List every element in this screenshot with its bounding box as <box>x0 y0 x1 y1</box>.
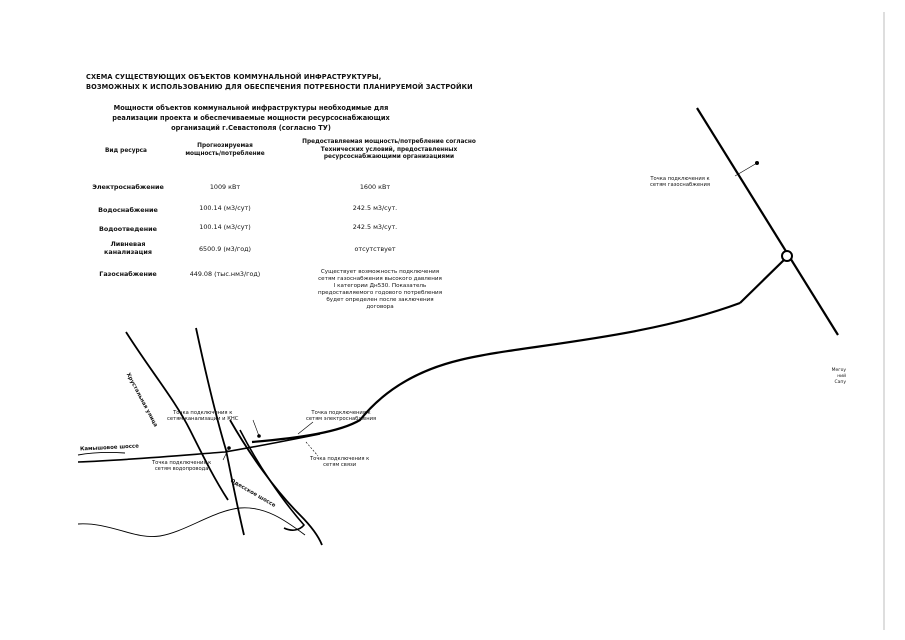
table-caption-line3: организаций г.Севастополя (согласно ТУ) <box>171 124 331 132</box>
gas-main-line <box>697 108 838 335</box>
comm-connection-label <box>310 456 369 468</box>
row-forecast: 449.08 (тыс.нм3/год) <box>189 270 261 278</box>
edge-text <box>814 368 846 386</box>
row-forecast: 1009 кВт <box>209 183 241 191</box>
row-forecast: 6500.9 (м3/год) <box>198 245 252 253</box>
row-forecast: 100.14 (м3/сут) <box>199 223 251 231</box>
row-provided-line2: сетям газоснабжения высокого давления <box>318 276 442 282</box>
gas-connection-label-line2: сетям газоснабжения <box>650 182 710 188</box>
gas-branch-line <box>740 257 787 303</box>
row-resource: Водоснабжение <box>98 206 158 214</box>
row-forecast: 100.14 (м3/сут) <box>199 204 251 212</box>
table-caption-line2: реализации проекта и обеспечиваемые мощности ресурсоснабжающих <box>112 114 390 122</box>
gas-connection-label <box>650 176 710 188</box>
water-connection-label-line1: Точка подключения к <box>152 460 212 466</box>
street-label-kamyshovoe: Камышовое шоссе <box>79 443 140 453</box>
row-resource-line2: канализация <box>104 248 152 256</box>
power-connection-label <box>306 410 376 422</box>
gas-connection-label-line1: Точка подключения к <box>650 176 710 182</box>
header-provided-line1: Предоставляемая мощность/потребление согласно <box>302 139 476 145</box>
comm-connection-label-line2: сетям связи <box>323 462 357 468</box>
street-label-odesskoe: Одесское шоссе <box>229 478 277 509</box>
water-connection-label <box>152 460 211 472</box>
row-provided: 1600 кВт <box>359 183 391 191</box>
header-resource: Вид ресурса <box>105 148 147 154</box>
power-connection-label-line1: Точка подключения к <box>311 410 371 416</box>
header-forecast-line1: Прогнозируемая <box>197 143 253 149</box>
header-forecast <box>170 143 280 158</box>
scheme-title <box>86 72 566 92</box>
row-resource <box>80 240 176 256</box>
sewer-connection-label-line1: Точка подключения к <box>173 410 233 416</box>
odesskoe-road-b <box>240 430 304 530</box>
row-provided <box>290 269 470 311</box>
edge-text-line3: Сапу <box>834 380 846 385</box>
row-provided-line5: будет определен после заключения <box>326 297 434 303</box>
row-provided-line3: I категории Дн530. Показатель <box>333 283 427 289</box>
header-provided <box>286 139 492 162</box>
street-label-khrustalnaya: Хрустальная улица <box>124 372 159 429</box>
gas-connection-node <box>782 251 792 261</box>
row-resource-line1: Ливневая <box>110 240 146 248</box>
header-provided-line2: Технических условий, предоставленных <box>320 146 458 153</box>
scheme-title-line2: ВОЗМОЖНЫХ К ИСПОЛЬЗОВАНИЮ ДЛЯ ОБЕСПЕЧЕНИЯ ПОТРЕБНОСТИ ПЛАНИРУЕМОЙ ЗАСТРОЙКИ <box>86 83 473 91</box>
edge-text-line1: Мегоу <box>831 368 846 373</box>
row-provided-line4: предоставляемого годового потребления <box>317 290 443 296</box>
header-forecast-line2: мощность/потребление <box>185 150 265 157</box>
table-caption-line1: Мощности объектов коммунальной инфраструктуры необходимые для <box>113 104 389 112</box>
power-leader-line <box>298 422 313 434</box>
water-connection-label-line2: сетям водопровода <box>154 466 209 472</box>
thin-road-south <box>78 508 305 537</box>
row-provided-line6: договора <box>366 304 394 310</box>
comm-leader-line <box>306 442 318 456</box>
gas-leader-line <box>735 163 757 176</box>
row-provided: 242.5 м3/сут. <box>352 223 398 231</box>
row-resource: Электроснабжение <box>92 183 164 191</box>
edge-text-line2: ний <box>837 374 846 379</box>
sewer-connection-label <box>167 410 238 422</box>
sewer-connection-label-line2: сетям канализации и КНС <box>167 416 239 422</box>
thin-road-west <box>78 452 125 455</box>
row-resource: Газоснабжение <box>99 270 157 278</box>
header-provided-line3: ресурсоснабжающими организациями <box>323 154 455 160</box>
power-connection-label-line2: сетям электроснабжения <box>306 416 377 422</box>
sewer-leader-line <box>253 420 259 436</box>
scheme-title-line1: СХЕМА СУЩЕСТВУЮЩИХ ОБЪЕКТОВ КОММУНАЛЬНОЙ ИНФРАСТРУКТУРЫ, <box>86 73 382 81</box>
comm-connection-label-line1: Точка подключения к <box>310 456 370 462</box>
row-provided: отсутствует <box>354 245 396 253</box>
table-caption <box>86 103 416 133</box>
row-resource: Водоотведение <box>98 225 157 233</box>
row-provided: 242.5 м3/сут. <box>352 204 398 212</box>
row-provided-line1: Существует возможность подключения <box>320 269 440 275</box>
